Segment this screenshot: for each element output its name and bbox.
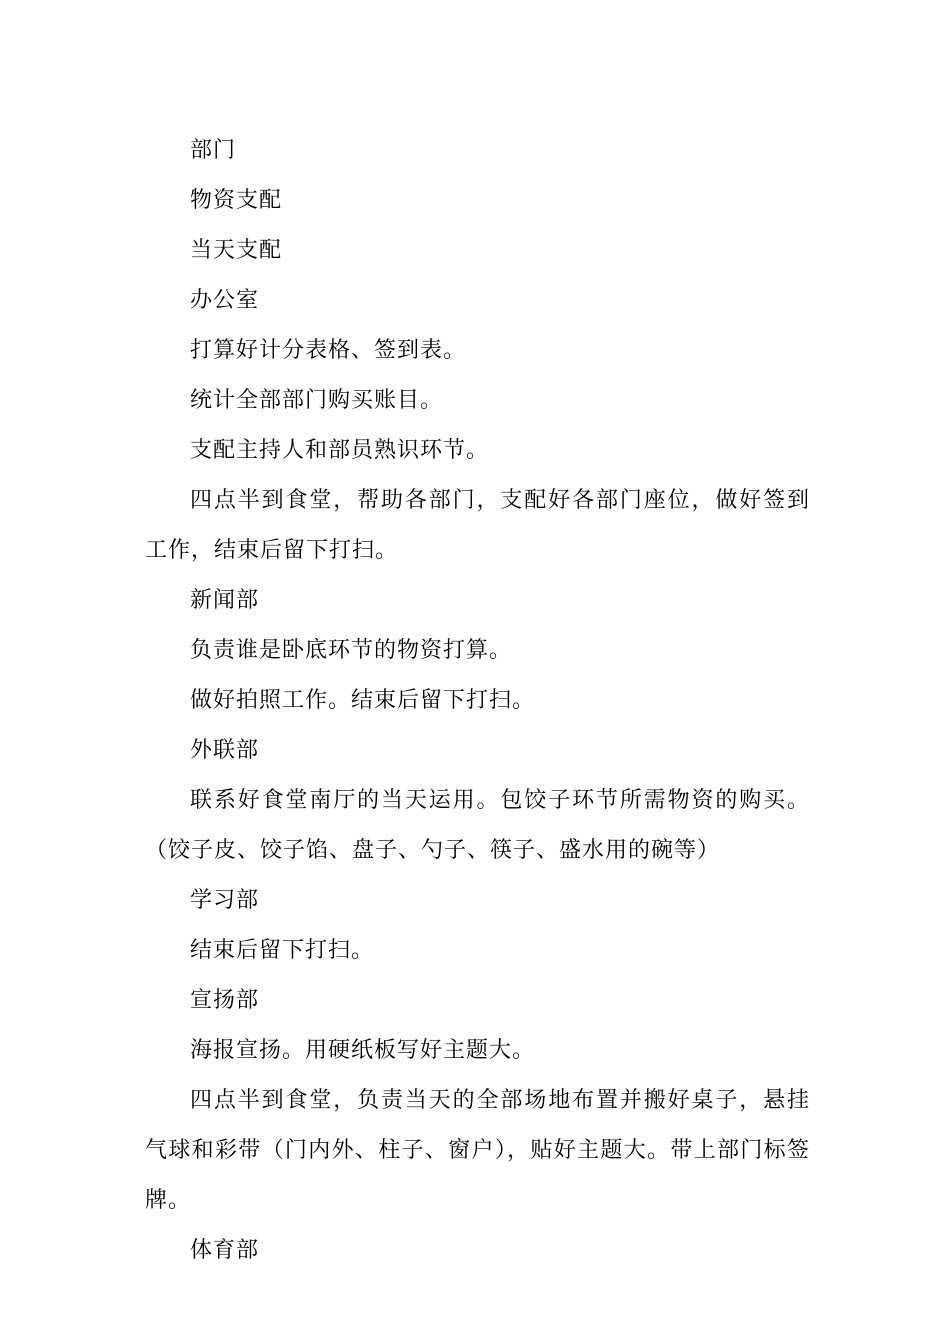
heading-outreach-dept: 外联部 — [190, 738, 260, 763]
paragraph-office-4: 四点半到食堂，帮助各部门，支配好各部门座位，做好签到工作，结束后留下打扫。 — [145, 488, 810, 563]
heading-publicity-dept: 宣扬部 — [190, 988, 260, 1013]
paragraph-dept-header: 部门 — [190, 138, 237, 163]
heading-office: 办公室 — [190, 288, 260, 313]
heading-news-dept: 新闻部 — [190, 588, 260, 613]
heading-sports-dept: 体育部 — [190, 1238, 260, 1263]
paragraph-news-2: 做好拍照工作。结束后留下打扫。 — [190, 688, 536, 713]
paragraph-publicity-1: 海报宣扬。用硬纸板写好主题大。 — [190, 1038, 536, 1063]
paragraph-study-1: 结束后留下打扫。 — [190, 938, 375, 963]
paragraph-publicity-2: 四点半到食堂，负责当天的全部场地布置并搬好桌子，悬挂气球和彩带（门内外、柱子、窗户），贴好主题大。带上部门标签牌。 — [145, 1088, 810, 1213]
paragraph-office-2: 统计全部部门购买账目。 — [190, 388, 444, 413]
document-body — [145, 126, 810, 1276]
paragraph-office-1: 打算好计分表格、签到表。 — [190, 338, 467, 363]
paragraph-office-3: 支配主持人和部员熟识环节。 — [190, 438, 490, 463]
paragraph-outreach-1: 联系好食堂南厅的当天运用。包饺子环节所需物资的购买。（饺子皮、饺子馅、盘子、勺子、筷子、盛水用的碗等） — [145, 788, 810, 863]
paragraph-material-arrangement: 物资支配 — [190, 188, 283, 213]
paragraph-news-1: 负责谁是卧底环节的物资打算。 — [190, 638, 513, 663]
paragraph-day-arrangement: 当天支配 — [190, 238, 283, 263]
heading-study-dept: 学习部 — [190, 888, 260, 913]
